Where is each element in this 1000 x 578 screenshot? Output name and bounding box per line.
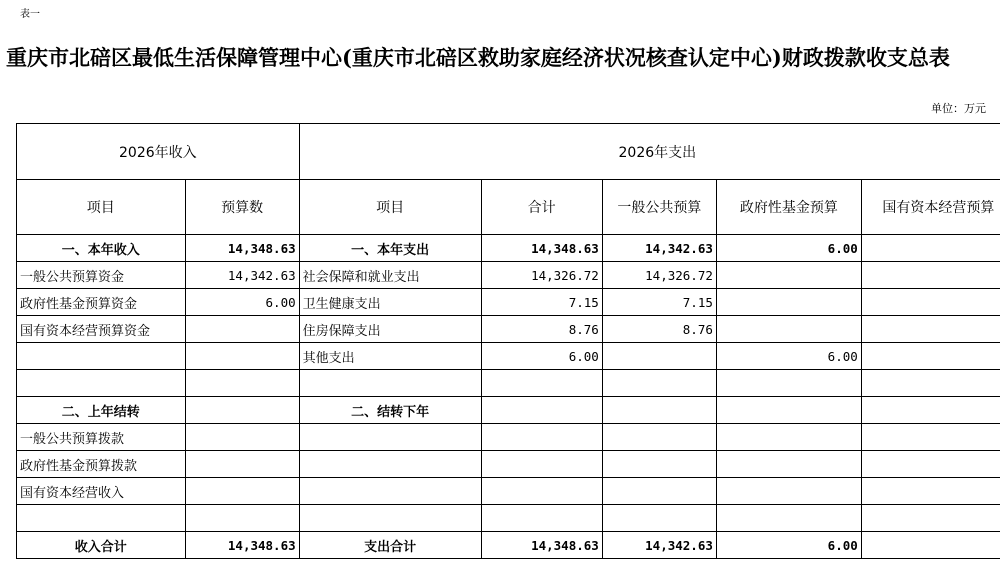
income-item-cell: 国有资本经营收入 <box>17 478 186 505</box>
general-budget-cell: 8.76 <box>602 316 716 343</box>
expense-item-cell <box>299 370 481 397</box>
expense-total-cell: 14,326.72 <box>481 262 602 289</box>
income-header: 2026年收入 <box>17 124 300 180</box>
state-capital-cell <box>861 316 1000 343</box>
expense-total-cell: 14,348.63 <box>481 532 602 559</box>
table-row <box>17 451 1000 478</box>
expense-item-cell <box>299 505 481 532</box>
fund-budget-cell <box>716 370 861 397</box>
state-capital-cell <box>861 397 1000 424</box>
table-row <box>17 235 1000 262</box>
fund-budget-cell <box>716 478 861 505</box>
table-row <box>17 343 1000 370</box>
income-value-cell: 14,348.63 <box>185 532 299 559</box>
income-value-cell <box>185 343 299 370</box>
expense-total-cell: 7.15 <box>481 289 602 316</box>
income-item-cell: 一、本年收入 <box>17 235 186 262</box>
col-header-budget: 预算数 <box>185 180 299 235</box>
expense-total-cell <box>481 397 602 424</box>
fund-budget-cell <box>716 397 861 424</box>
expense-header: 2026年支出 <box>299 124 1000 180</box>
table-number-label: 表一 <box>20 9 40 20</box>
income-value-cell <box>185 424 299 451</box>
table-row <box>17 289 1000 316</box>
income-item-cell: 一般公共预算资金 <box>17 262 186 289</box>
fund-budget-cell: 6.00 <box>716 532 861 559</box>
expense-total-cell: 14,348.63 <box>481 235 602 262</box>
fund-budget-cell <box>716 262 861 289</box>
table-row <box>17 370 1000 397</box>
expense-item-cell <box>299 424 481 451</box>
state-capital-cell <box>861 424 1000 451</box>
col-header-state: 国有资本经营预算 <box>861 180 1000 235</box>
expense-total-cell <box>481 451 602 478</box>
col-header-expense-item: 项目 <box>299 180 481 235</box>
income-value-cell <box>185 478 299 505</box>
general-budget-cell <box>602 478 716 505</box>
general-budget-cell <box>602 505 716 532</box>
state-capital-cell <box>861 532 1000 559</box>
income-value-cell <box>185 370 299 397</box>
income-value-cell: 14,348.63 <box>185 235 299 262</box>
income-item-cell: 一般公共预算拨款 <box>17 424 186 451</box>
expense-item-cell <box>299 451 481 478</box>
income-item-cell: 国有资本经营预算资金 <box>17 316 186 343</box>
expense-item-cell: 其他支出 <box>299 343 481 370</box>
income-value-cell <box>185 316 299 343</box>
income-value-cell <box>185 505 299 532</box>
col-header-total: 合计 <box>481 180 602 235</box>
general-budget-cell <box>602 343 716 370</box>
table-row <box>17 424 1000 451</box>
fund-budget-cell <box>716 451 861 478</box>
state-capital-cell <box>861 478 1000 505</box>
income-value-cell: 6.00 <box>185 289 299 316</box>
expense-item-cell <box>299 478 481 505</box>
page-title: 重庆市北碚区最低生活保障管理中心(重庆市北碚区救助家庭经济状况核查认定中心)财政拨款收支总表 <box>6 45 950 70</box>
income-item-cell: 二、上年结转 <box>17 397 186 424</box>
general-budget-cell: 14,342.63 <box>602 235 716 262</box>
general-budget-cell <box>602 451 716 478</box>
header-row-2 <box>17 180 1000 235</box>
expense-total-cell: 6.00 <box>481 343 602 370</box>
budget-table <box>16 123 1000 559</box>
expense-total-cell <box>481 505 602 532</box>
state-capital-cell <box>861 370 1000 397</box>
general-budget-cell: 7.15 <box>602 289 716 316</box>
col-header-general: 一般公共预算 <box>602 180 716 235</box>
state-capital-cell <box>861 505 1000 532</box>
state-capital-cell <box>861 451 1000 478</box>
col-header-fund: 政府性基金预算 <box>716 180 861 235</box>
income-item-cell <box>17 505 186 532</box>
income-item-cell: 政府性基金预算拨款 <box>17 451 186 478</box>
fund-budget-cell <box>716 505 861 532</box>
income-value-cell <box>185 451 299 478</box>
state-capital-cell <box>861 289 1000 316</box>
expense-item-cell: 二、结转下年 <box>299 397 481 424</box>
income-item-cell <box>17 343 186 370</box>
expense-item-cell: 支出合计 <box>299 532 481 559</box>
fund-budget-cell <box>716 289 861 316</box>
expense-item-cell: 一、本年支出 <box>299 235 481 262</box>
income-item-cell: 政府性基金预算资金 <box>17 289 186 316</box>
col-header-income-item: 项目 <box>17 180 186 235</box>
income-item-cell <box>17 370 186 397</box>
general-budget-cell: 14,326.72 <box>602 262 716 289</box>
income-value-cell <box>185 397 299 424</box>
table-row <box>17 262 1000 289</box>
table-row <box>17 397 1000 424</box>
table-row <box>17 478 1000 505</box>
header-row-1 <box>17 124 1000 180</box>
expense-total-cell <box>481 370 602 397</box>
expense-item-cell: 住房保障支出 <box>299 316 481 343</box>
fund-budget-cell: 6.00 <box>716 235 861 262</box>
expense-total-cell: 8.76 <box>481 316 602 343</box>
general-budget-cell <box>602 397 716 424</box>
fund-budget-cell <box>716 424 861 451</box>
fund-budget-cell <box>716 316 861 343</box>
state-capital-cell <box>861 262 1000 289</box>
table-row <box>17 316 1000 343</box>
unit-label: 单位：万元 <box>931 102 986 115</box>
state-capital-cell <box>861 235 1000 262</box>
income-item-cell: 收入合计 <box>17 532 186 559</box>
table-row <box>17 505 1000 532</box>
general-budget-cell <box>602 370 716 397</box>
table-row <box>17 532 1000 559</box>
expense-item-cell: 卫生健康支出 <box>299 289 481 316</box>
expense-total-cell <box>481 424 602 451</box>
income-value-cell: 14,342.63 <box>185 262 299 289</box>
general-budget-cell <box>602 424 716 451</box>
state-capital-cell <box>861 343 1000 370</box>
expense-total-cell <box>481 478 602 505</box>
expense-item-cell: 社会保障和就业支出 <box>299 262 481 289</box>
fund-budget-cell: 6.00 <box>716 343 861 370</box>
general-budget-cell: 14,342.63 <box>602 532 716 559</box>
